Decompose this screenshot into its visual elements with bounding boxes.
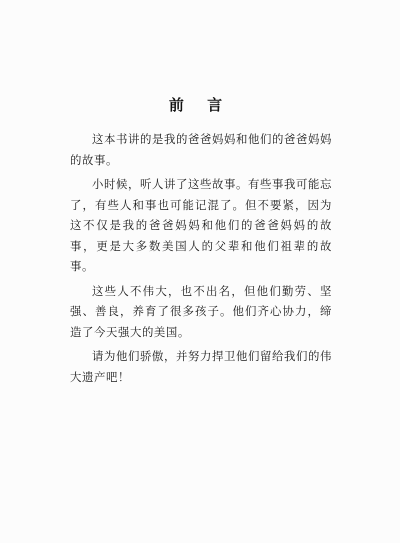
page-title: 前 言 [168,96,232,114]
paragraph-1: 这本书讲的是我的爸爸妈妈和他们的爸爸妈妈的故事。 [70,132,332,167]
paragraph-4: 请为他们骄傲，并努力捍卫他们留给我们的伟大遗产吧！ [70,349,332,384]
paragraph-3: 这些人不伟大，也不出名，但他们勤劳、坚强、善良，养育了很多孩子。他们齐心协力，缔造了今天强大的美国。 [70,283,332,339]
preface-body [70,129,332,391]
paragraph-2: 小时候，听人讲了这些故事。有些事我可能忘了，有些人和事也可能记混了。但不要紧，因为这不仅是我的爸爸妈妈和他们的爸爸妈妈的故事，更是大多数美国人的父辈和他们祖辈的故事。 [70,177,332,273]
